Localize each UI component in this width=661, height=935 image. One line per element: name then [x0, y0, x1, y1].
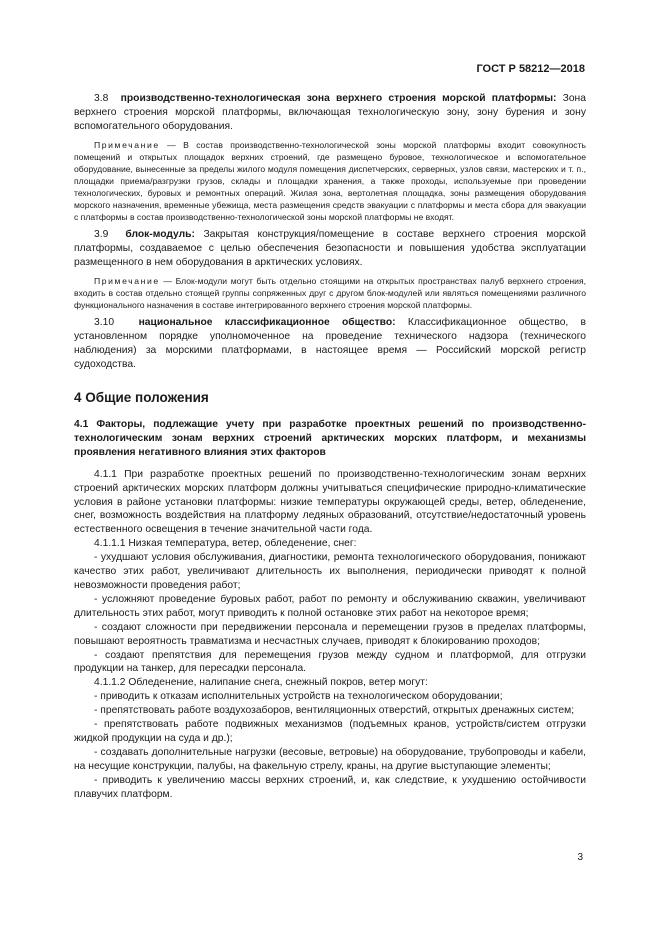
note-text: — Блок-модули могут быть отдельно стоящими на открытых пространствах палуб верхнего строения, входить в состав отдельно стоящей группы сопряженных друг с другом блок-модулей или являться помещениями различного функционального назначения в составе интегрированного верхнего строения морской платформы.: [74, 276, 586, 311]
section-4-heading: 4 Общие положения: [74, 390, 209, 405]
list-item: - приводить к увеличению массы верхних строений, и, как следствие, к ухудшению остойчивости плавучих платформ.: [74, 774, 586, 800]
list-item: - приводить к отказам исполнительных устройств на технологическом оборудовании;: [94, 691, 503, 703]
term-3-8: [74, 92, 586, 134]
paragraph: 4.1.1.2 Обледенение, налипание снега, снежный покров, ветер могут:: [94, 677, 428, 689]
term-number: 3.9: [94, 229, 109, 241]
note-label: Примечание: [94, 139, 160, 150]
list-item: - усложняют проведение буровых работ, работ по ремонту и обслуживанию скважин, увеличивают длительность этих работ, могут приводить к полной остановке этих работ на некоторое время;: [74, 593, 586, 619]
note-label: Примечание: [94, 276, 160, 287]
note-3-8: [74, 139, 586, 224]
term-name: блок-модуль:: [125, 229, 195, 241]
note-text: — В состав производственно-технологической зоны морской платформы входит совокупность помещений и открытых площадок верхних строений, где размещено буровое, технологическое и вспомогательное оборудование, вынесенные за пределы жилого модуля помещения диспетчерских, серверных, узлов связи, мастерских и т. п., площадки приема/разгрузки грузов, склады и площадки хранения, а также проходы, используемые при проведении технологических, буровых и ремонтных операций. Жилая зона, вертолетная площадка, зоны размещения оборудования морского назначения, временные убежища, места размещения средств эвакуации с платформы и места сбора для эвакуации с платформы в состав производственно-технологической зоны морской платформы не входят.: [74, 139, 586, 223]
list-item: - препятствовать работе воздухозаборов, вентиляционных отверстий, открытых дренажных систем;: [94, 705, 575, 717]
term-3-9: [74, 228, 586, 270]
standard-header: ГОСТ Р 58212—2018: [476, 63, 585, 75]
list-item: - ухудшают условия обслуживания, диагностики, ремонта технологического оборудования, понижают качество этих работ, увеличивают длительность их выполнения, периодически приводят к полной невозможности проведения работ;: [74, 552, 586, 591]
page-number: 3: [577, 852, 583, 863]
term-definition: Классификационное общество, в установленном порядке уполномоченное на проведение технического надзора (технического наблюдения) за морскими платформами, в настоящее время — Российский морской регистр судоходства.: [74, 317, 586, 371]
term-definition: Закрытая конструкция/помещение в составе верхнего строения морской платформы, создаваемое с целью обеспечения безопасности и повышения удобства эксплуатации размещенного в нем оборудования в арктических условиях.: [74, 229, 586, 269]
paragraph: 4.1.1.1 Низкая температура, ветер, обледенение, снег:: [94, 538, 357, 550]
section-4-1-heading: 4.1 Факторы, подлежащие учету при разработке проектных решений по производственно-технологическим зонам верхних строений арктических морских платформ, и механизмы проявления негативного влияния этих факторов: [74, 419, 586, 458]
note-3-9: [74, 275, 586, 311]
list-item: - создают препятствия для перемещения грузов между судном и платформой, для отгрузки продукции на танкер, для пересадки персонала.: [74, 649, 586, 675]
term-number: 3.8: [94, 93, 109, 104]
list-item: - препятствовать работе подвижных механизмов (подъемных кранов, устройств/систем отгрузки жидкой продукции на суда и др.);: [74, 719, 586, 744]
list-item: - создают сложности при передвижении персонала и перемещении грузов в пределах платформы, повышают вероятность травматизма и несчастных случаев, приводят к блокированию проходов;: [74, 621, 586, 647]
term-name: производственно-технологическая зона верхнего строения морской платформы:: [120, 93, 557, 104]
list-item: - создавать дополнительные нагрузки (весовые, ветровые) на оборудование, трубопроводы и кабели, на несущие конструкции, палубы, на факельную стрелу, краны, на другие выступающие элементы;: [74, 746, 586, 772]
term-number: 3.10: [94, 317, 115, 329]
term-definition: Зона верхнего строения морской платформы, включающая технологическую зону, зону бурения и зону вспомогательного оборудования.: [74, 93, 586, 132]
document-body: [74, 92, 586, 801]
term-name: национальное классификационное общество:: [138, 317, 396, 329]
section-4-1-body: [74, 468, 586, 802]
term-3-10: [74, 316, 586, 372]
paragraph: 4.1.1 При разработке проектных решений по производственно-технологическим зонам верхних строений арктических морских платформ должны учитываться специфические природно-климатические условия в районе установки платформы: низкие температуры окружающей среды, ветер, обледенение, снег, возможность воздействия на платформу ледяных образований, отсутствие/недостаточный уровень естественного освещения в течение значительной части года.: [74, 468, 586, 536]
